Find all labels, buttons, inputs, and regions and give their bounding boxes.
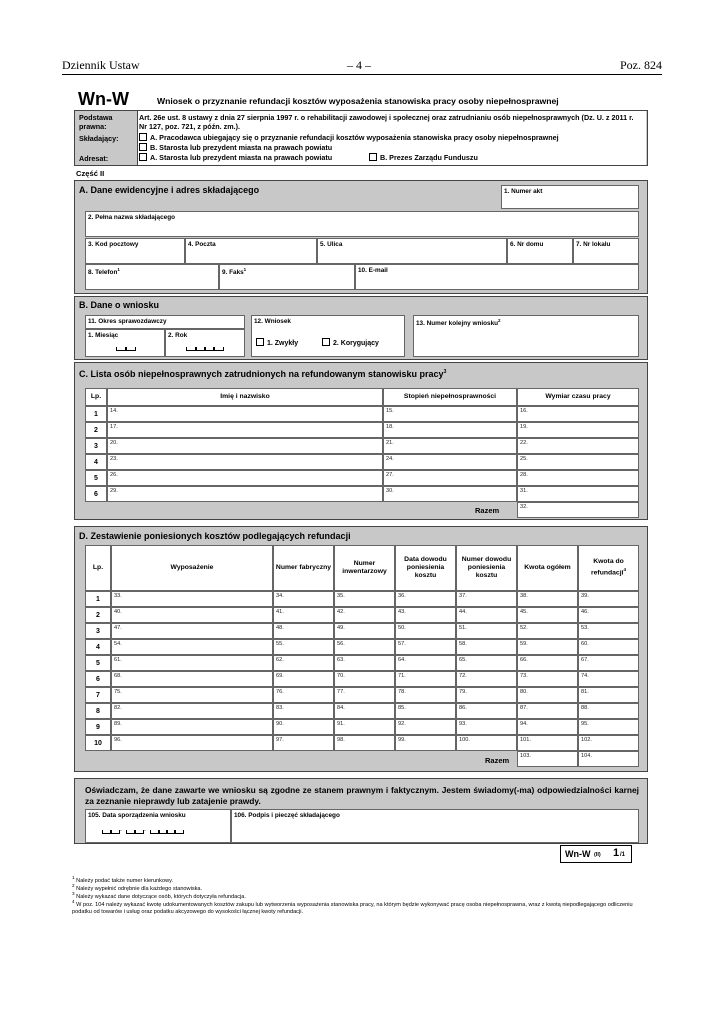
cost-cell[interactable]: 57.	[395, 639, 456, 655]
table-row: 9	[85, 719, 111, 735]
cost-cell[interactable]: 72.	[456, 671, 517, 687]
disability-degree-cell[interactable]: 21.	[383, 438, 517, 454]
section-c-total-field[interactable]: 32.	[517, 502, 639, 518]
cost-cell[interactable]: 45.	[517, 607, 578, 623]
fax-field[interactable]: 9. Faks$^1$	[219, 264, 355, 290]
table-row: 7	[85, 687, 111, 703]
cost-cell[interactable]: 35.	[334, 591, 395, 607]
table-row: 3	[85, 623, 111, 639]
cost-cell[interactable]: 77.	[334, 687, 395, 703]
checkbox-icon	[369, 153, 377, 161]
section-a-title: A. Dane ewidencyjne i adres składającego	[79, 185, 260, 195]
checkbox-icon	[139, 153, 147, 161]
post-office-field[interactable]: 4. Poczta	[185, 238, 317, 264]
disability-degree-cell[interactable]: 18.	[383, 422, 517, 438]
cost-cell[interactable]: 55.	[273, 639, 334, 655]
working-time-cell[interactable]: 28.	[517, 470, 639, 486]
working-time-cell[interactable]: 22.	[517, 438, 639, 454]
cost-cell[interactable]: 34.	[273, 591, 334, 607]
working-time-cell[interactable]: 31.	[517, 486, 639, 502]
working-time-cell[interactable]: 25.	[517, 454, 639, 470]
cost-cell[interactable]: 61.	[111, 655, 273, 671]
cost-cell[interactable]: 95.	[578, 719, 639, 735]
section-b-title: B. Dane o wniosku	[79, 300, 160, 310]
col-serial-number: Numer fabryczny	[275, 564, 332, 571]
reporting-period-label: 11. Okres sprawozdawczy	[85, 315, 245, 329]
cost-cell[interactable]: 96.	[111, 735, 273, 751]
cost-cell[interactable]: 47.	[111, 623, 273, 639]
person-name-cell[interactable]: 17.	[107, 422, 383, 438]
person-name-cell[interactable]: 26.	[107, 470, 383, 486]
footnote-4: $^4$ W poz. 104 należy wykazać kwotę udokumentowanych kosztów zakupu lub wytworzenia wyposażenia stanowiska pracy, na którym będzie wykonywać pracę osoba niepełnosprawna, wraz z kwotą niepodlegającego odliczeniu podatku od towarów i usług oraz podatku akcyzowego do wysokości łącznej kwoty refundacji.	[72, 899, 633, 915]
cost-cell[interactable]: 99.	[395, 735, 456, 751]
person-name-cell[interactable]: 29.	[107, 486, 383, 502]
journal-name: Dziennik Ustaw	[62, 58, 140, 72]
cost-cell[interactable]: 43.	[395, 607, 456, 623]
col-proof-date: Data dowodu poniesienia kosztu	[404, 556, 447, 579]
cost-cell[interactable]: 79.	[456, 687, 517, 703]
cost-cell[interactable]: 63.	[334, 655, 395, 671]
cost-cell[interactable]: 93.	[456, 719, 517, 735]
table-row: 2	[85, 607, 111, 623]
submitter-option-b[interactable]: B. Starosta lub prezydent miasta na prawach powiatu	[139, 143, 332, 152]
table-row: 4	[85, 639, 111, 655]
cost-cell[interactable]: 56.	[334, 639, 395, 655]
cost-cell[interactable]: 33.	[111, 591, 273, 607]
cost-cell[interactable]: 101.	[517, 735, 578, 751]
table-row: 5	[85, 655, 111, 671]
col-lp: Lp.	[92, 564, 104, 571]
cost-cell[interactable]: 39.	[578, 591, 639, 607]
page-total: /1	[620, 852, 626, 858]
header-rule	[62, 74, 662, 75]
cost-cell[interactable]: 65.	[456, 655, 517, 671]
disability-degree-cell[interactable]: 27.	[383, 470, 517, 486]
table-row: 4	[85, 454, 107, 470]
cost-cell[interactable]: 44.	[456, 607, 517, 623]
page-code-part: (II)	[594, 852, 601, 858]
house-number-field[interactable]: 6. Nr domu	[507, 238, 573, 264]
cost-cell[interactable]: 49.	[334, 623, 395, 639]
col-working-time: Wymiar czasu pracy	[545, 393, 611, 400]
cost-cell[interactable]: 62.	[273, 655, 334, 671]
form-code: Wn-W	[78, 89, 129, 109]
section-d	[74, 526, 648, 772]
cost-cell[interactable]: 68.	[111, 671, 273, 687]
page-code-box	[560, 845, 632, 863]
cost-cell[interactable]: 98.	[334, 735, 395, 751]
table-row: 5	[85, 470, 107, 486]
disability-degree-cell[interactable]: 30.	[383, 486, 517, 502]
section-b	[74, 296, 648, 360]
cost-cell[interactable]: 94.	[517, 719, 578, 735]
cost-cell[interactable]: 58.	[456, 639, 517, 655]
cost-cell[interactable]: 81.	[578, 687, 639, 703]
cost-cell[interactable]: 78.	[395, 687, 456, 703]
postal-code-field[interactable]: 3. Kod pocztowy	[85, 238, 185, 264]
cost-cell[interactable]: 74.	[578, 671, 639, 687]
legal-basis-label: Podstawa prawna:	[79, 113, 113, 131]
cost-cell[interactable]: 66.	[517, 655, 578, 671]
cost-cell[interactable]: 48.	[273, 623, 334, 639]
checkbox-icon	[139, 133, 147, 141]
addressee-option-a[interactable]: A. Starosta lub prezydent miasta na prawach powiatu	[139, 153, 332, 162]
col-refund-amount: Kwota do refundacji$^4$	[591, 558, 626, 577]
phone-field[interactable]: 8. Telefon$^1$	[85, 264, 219, 290]
col-inventory-number: Numer inwentarzowy	[342, 560, 387, 575]
cost-cell[interactable]: 70.	[334, 671, 395, 687]
cost-cell[interactable]: 83.	[273, 703, 334, 719]
cost-cell[interactable]: 90.	[273, 719, 334, 735]
cost-cell[interactable]: 80.	[517, 687, 578, 703]
cost-cell[interactable]: 100.	[456, 735, 517, 751]
position-number: Poz. 824	[620, 58, 662, 72]
cost-cell[interactable]: 87.	[517, 703, 578, 719]
part-label: Część II	[76, 169, 105, 178]
full-name-field[interactable]: 2. Pełna nazwa składającego	[85, 211, 639, 237]
submitter-option-a[interactable]: A. Pracodawca ubiegający się o przyznanie refundacji kosztów wyposażenia stanowiska pracy osoby niepełnosprawnej	[139, 133, 559, 142]
cost-cell[interactable]: 75.	[111, 687, 273, 703]
cost-cell[interactable]: 92.	[395, 719, 456, 735]
checkbox-icon	[256, 338, 264, 346]
footnote-1: $^1$ Należy podać także numer kierunkowy.	[72, 875, 174, 884]
col-proof-number: Numer dowodu poniesienia kosztu	[461, 556, 512, 579]
cost-cell[interactable]: 82.	[111, 703, 273, 719]
cost-cell[interactable]: 41.	[273, 607, 334, 623]
page-current: 1	[613, 847, 620, 859]
col-name: Imię i nazwisko	[220, 393, 270, 400]
cost-cell[interactable]: 54.	[111, 639, 273, 655]
col-total-amount: Kwota ogółem	[524, 564, 571, 571]
page-code: Wn-W	[565, 849, 591, 859]
checkbox-icon	[139, 143, 147, 151]
cost-cell[interactable]: 84.	[334, 703, 395, 719]
checkbox-icon	[322, 338, 330, 346]
col-equipment: Wyposażenie	[170, 564, 214, 571]
table-row: 1	[85, 406, 107, 422]
cost-cell[interactable]: 60.	[578, 639, 639, 655]
cost-cell[interactable]: 37.	[456, 591, 517, 607]
email-field[interactable]: 10. E-mail	[355, 264, 639, 290]
cost-cell[interactable]: 42.	[334, 607, 395, 623]
cost-cell[interactable]: 52.	[517, 623, 578, 639]
section-d-title: D. Zestawienie poniesionych kosztów podlegających refundacji	[79, 531, 351, 541]
cost-cell[interactable]: 59.	[517, 639, 578, 655]
person-name-cell[interactable]: 20.	[107, 438, 383, 454]
application-type-field: 12. Wniosek 1. Zwykły 2. Korygujący	[251, 315, 405, 357]
cost-cell[interactable]: 88.	[578, 703, 639, 719]
cost-cell[interactable]: 64.	[395, 655, 456, 671]
cost-cell[interactable]: 71.	[395, 671, 456, 687]
cost-cell[interactable]: 73.	[517, 671, 578, 687]
working-time-cell[interactable]: 16.	[517, 406, 639, 422]
section-a	[74, 180, 648, 294]
date-of-application-field[interactable]: 105. Data sporządzenia wniosku - -	[85, 809, 231, 843]
meta-block	[74, 110, 648, 166]
declaration-block	[74, 778, 648, 844]
submitter-label: Składający:	[79, 134, 119, 143]
cost-cell[interactable]: 38.	[517, 591, 578, 607]
year-field[interactable]: 2. Rok	[165, 329, 245, 357]
page-number: – 4 –	[347, 58, 371, 72]
apartment-number-field[interactable]: 7. Nr lokalu	[573, 238, 639, 264]
person-name-cell[interactable]: 23.	[107, 454, 383, 470]
legal-basis-text: Art. 26e ust. 8 ustawy z dnia 27 sierpnia 1997 r. o rehabilitacji zawodowej i społecznej oraz zatrudnianiu osób niepełnosprawnych (Dz. U. z 2011 r. Nr 127, poz. 721, z późn. zm.).	[139, 113, 634, 131]
cost-cell[interactable]: 91.	[334, 719, 395, 735]
section-c: C. Lista osób niepełnosprawnych zatrudnionych na refundowanym stanowisku pracy$^3$ Lp. Imię i nazwisko Stopień niepełnosprawności Wymiar czasu pracy 1 14. 15. 16. 2 17. 18. 19. 3 20. 21. 22. 4 23. 24. 25. 5 26. 27. 28. 6 29. 30. 31. Razem 32.	[74, 362, 648, 520]
section-d-total-refund[interactable]: 104.	[578, 751, 639, 767]
case-number-field[interactable]: 1. Numer akt	[501, 185, 639, 209]
declaration-text: Oświadczam, że dane zawarte we wniosku są zgodne ze stanem prawnym i faktycznym. Jestem świadomy(-ma) odpowiedzialności karnej za zeznanie nieprawdy lub zatajenie prawdy.	[85, 785, 639, 806]
addressee-label: Adresat:	[79, 154, 109, 163]
cost-cell[interactable]: 69.	[273, 671, 334, 687]
option-correcting[interactable]: 2. Korygujący	[322, 338, 379, 347]
option-regular[interactable]: 1. Zwykły	[256, 338, 298, 347]
table-row: 6	[85, 486, 107, 502]
table-row: 6	[85, 671, 111, 687]
col-lp: Lp.	[90, 393, 102, 400]
street-field[interactable]: 5. Ulica	[317, 238, 507, 264]
cost-cell[interactable]: 67.	[578, 655, 639, 671]
month-field[interactable]: 1. Miesiąc	[85, 329, 165, 357]
section-c-title: C. Lista osób niepełnosprawnych zatrudnionych na refundowanym stanowisku pracy	[79, 369, 444, 379]
cost-cell[interactable]: 36.	[395, 591, 456, 607]
section-d-total-label: Razem	[485, 756, 510, 765]
table-row: 10	[85, 735, 111, 751]
form-title: Wniosek o przyznanie refundacji kosztów wyposażenia stanowiska pracy osoby niepełnosprawnej	[157, 96, 559, 106]
disability-degree-cell[interactable]: 24.	[383, 454, 517, 470]
table-row: 8	[85, 703, 111, 719]
cost-cell[interactable]: 46.	[578, 607, 639, 623]
cost-cell[interactable]: 76.	[273, 687, 334, 703]
cost-cell[interactable]: 40.	[111, 607, 273, 623]
cost-cell[interactable]: 51.	[456, 623, 517, 639]
person-name-cell[interactable]: 14.	[107, 406, 383, 422]
cost-cell[interactable]: 97.	[273, 735, 334, 751]
working-time-cell[interactable]: 19.	[517, 422, 639, 438]
cost-cell[interactable]: 86.	[456, 703, 517, 719]
section-c-total-label: Razem	[475, 506, 500, 515]
signature-field[interactable]: 106. Podpis i pieczęć składającego	[231, 809, 639, 843]
table-row: 2	[85, 422, 107, 438]
application-number-field[interactable]: 13. Numer kolejny wniosku$^2$	[413, 315, 639, 357]
footnote-3: $^3$ Należy wykazać dane dotyczące osób, których dotyczyła refundacja.	[72, 891, 246, 900]
section-d-total-amount[interactable]: 103.	[517, 751, 578, 767]
col-disability-degree: Stopień niepełnosprawności	[403, 393, 497, 400]
cost-cell[interactable]: 89.	[111, 719, 273, 735]
cost-cell[interactable]: 102.	[578, 735, 639, 751]
cost-cell[interactable]: 85.	[395, 703, 456, 719]
table-row: 3	[85, 438, 107, 454]
footnote-2: $^2$ Należy wypełnić odrębnie dla każdego stanowiska.	[72, 883, 203, 892]
cost-cell[interactable]: 53.	[578, 623, 639, 639]
table-row: 1	[85, 591, 111, 607]
disability-degree-cell[interactable]: 15.	[383, 406, 517, 422]
addressee-option-b[interactable]: B. Prezes Zarządu Funduszu	[369, 153, 478, 162]
cost-cell[interactable]: 50.	[395, 623, 456, 639]
